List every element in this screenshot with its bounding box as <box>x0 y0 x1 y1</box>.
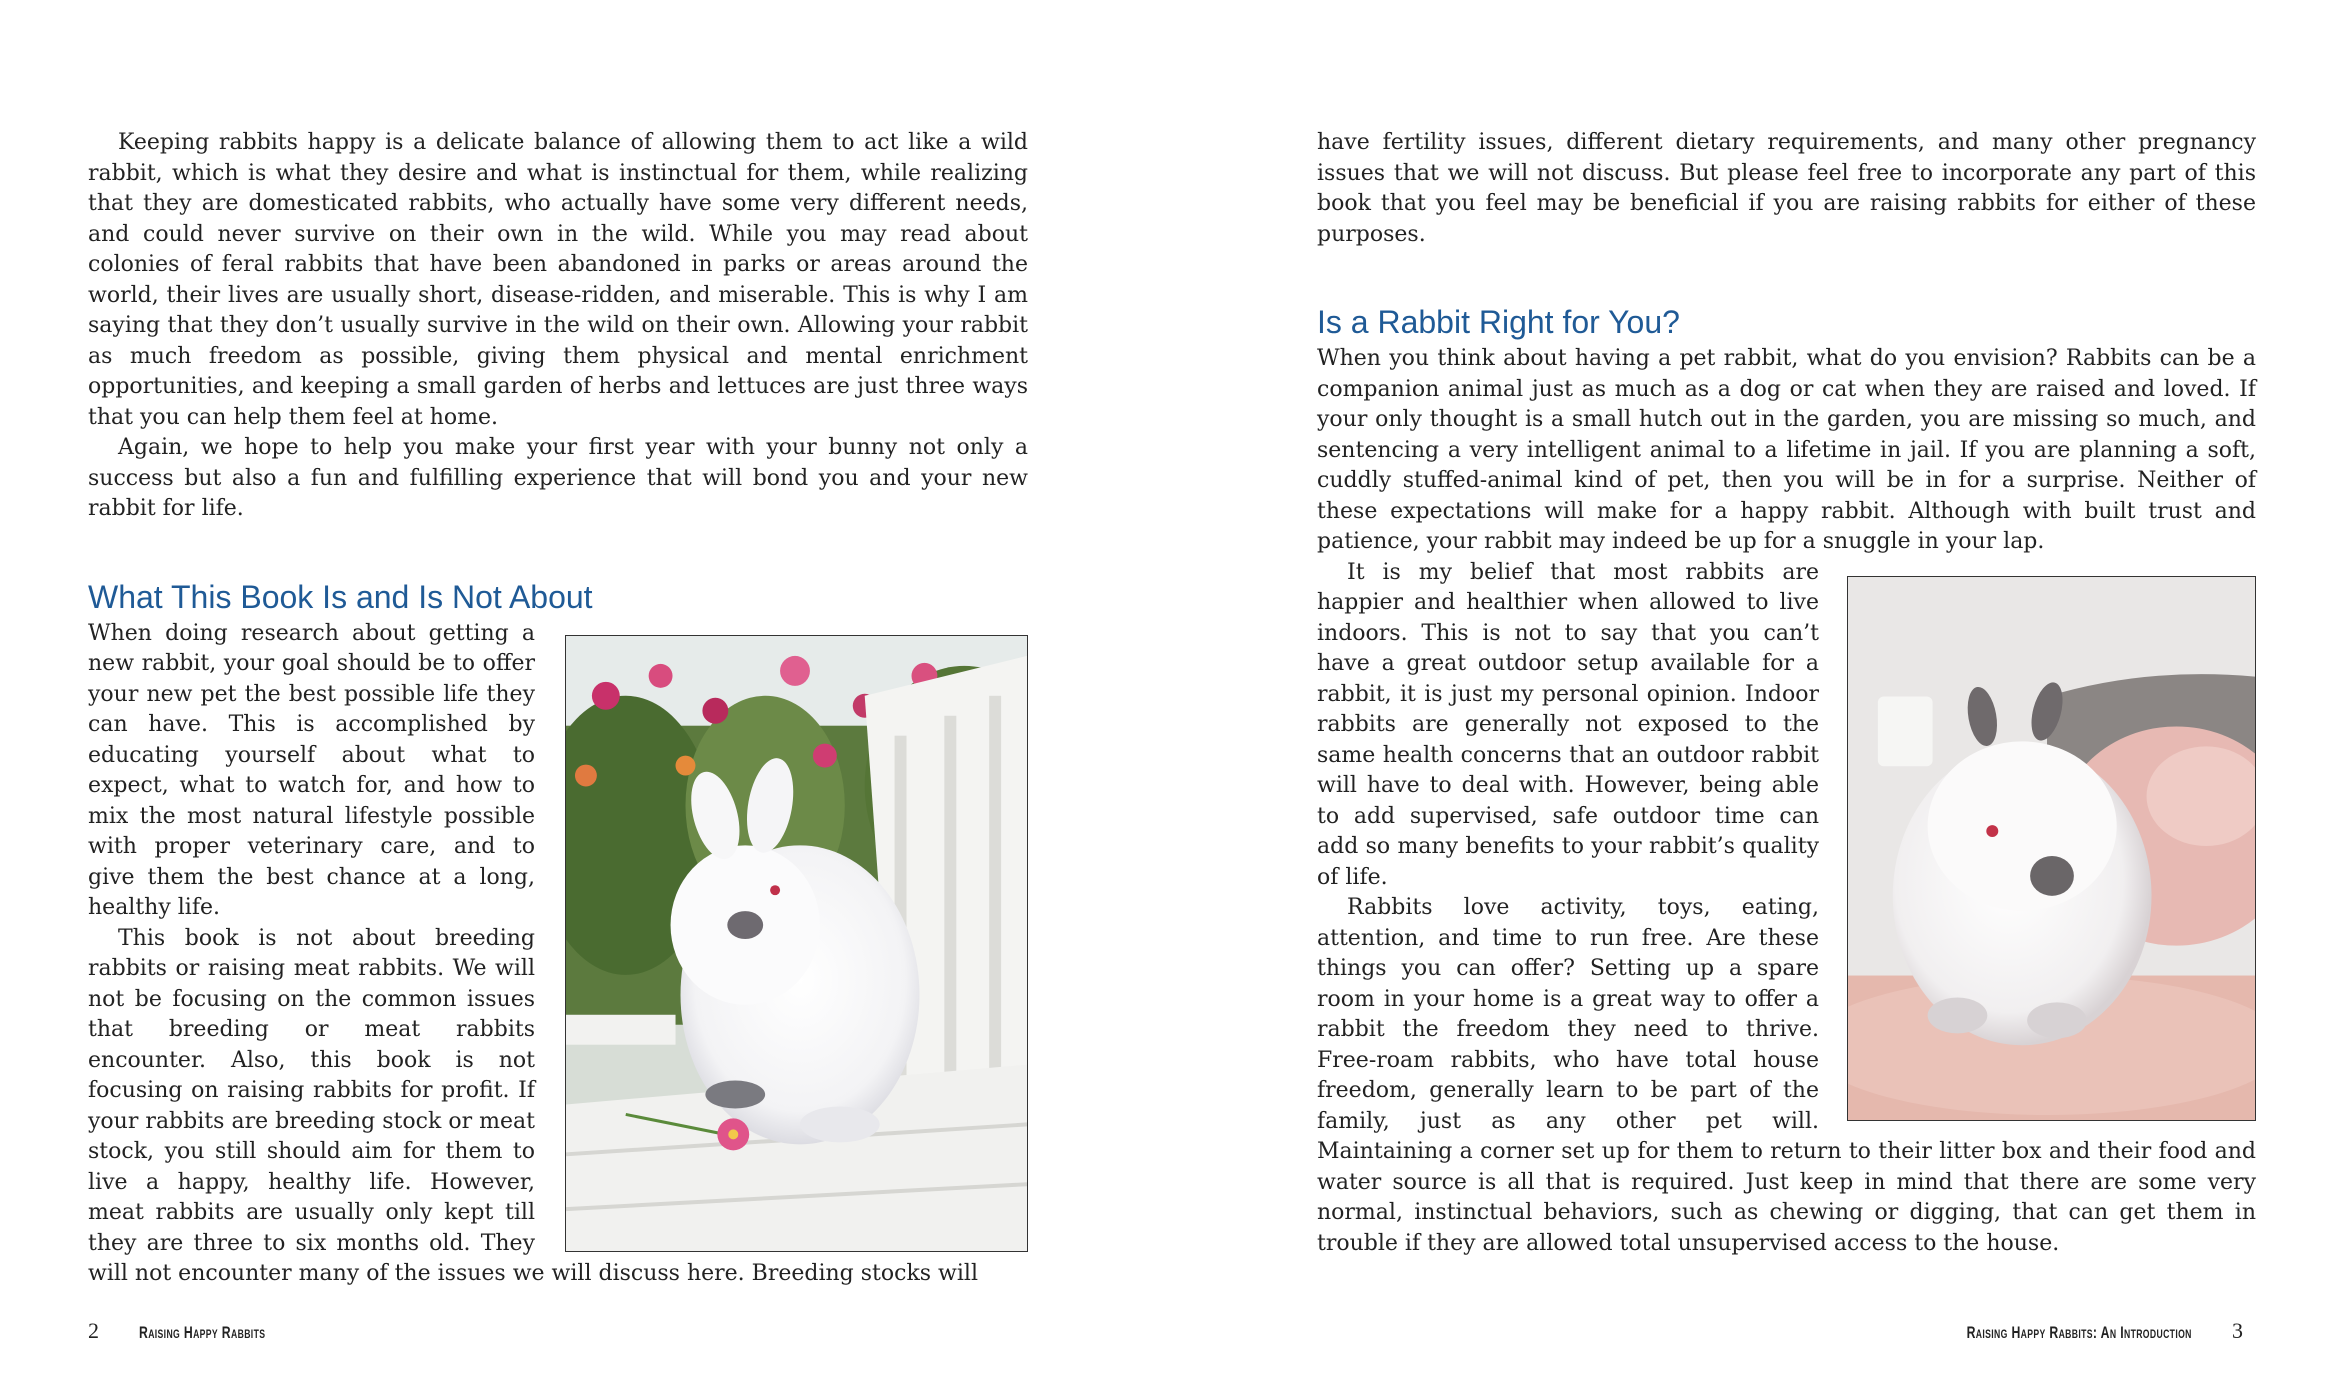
paragraph: have fertility issues, different dietary requirements, and many other pregnancy issues that we will not discuss. But please feel free to incorporate any part of this book that you feel may be beneficial if you are raising rabbits for either of these purposes. <box>1317 130 2256 247</box>
paragraph: This book is not about breeding rabbits or raising meat rabbits. We will not be focusing on the common issues that breeding or meat rabbits encounter. Also, this book is not focusing on raising rabbits for profit. If your rabbits are breeding stock or meat stock, you still should aim for them to live a happy, healthy life. However, meat rabbits are usually only kept till they are three to six months old. They will not encounter many of the issues we will discuss here. Breeding stocks will <box>88 925 979 1286</box>
left-page <box>0 0 1166 1400</box>
rabbit-on-pillow-photo <box>1847 576 2256 1121</box>
paragraph: When you think about having a pet rabbit, what do you envision? Rabbits can be a companion animal just as much as a dog or cat when they are raised and loved. If your only thought is a small hutch out in the garden, you are missing so much, and sentencing a very intelligent animal to a lifetime in jail. If you are planning a soft, cuddly stuffed-animal kind of pet, then you will be in for a surprise. Neither of these expectations will make for a happy rabbit. Although with built trust and patience, your rabbit may indeed be up for a snuggle in your lap. <box>1317 346 2256 554</box>
paragraph: Keeping rabbits happy is a delicate balance of allowing them to act like a wild rabbit, which is what they desire and what is instinctual for them, while realizing that they are domesticated rabbits, who actually have some very different needs, and could never survive on their own in the wild. While you may read about colonies of feral rabbits that have been abandoned in parks or areas around the world, their lives are usually short, disease-ridden, and miserable. This is why I am saying that they don’t usually survive in the wild on their own. Allowing your rabbit as much freedom as possible, giving them physical and mental enrichment opportunities, and keeping a small garden of herbs and lettuces are just three ways that you can help them feel at home. <box>88 130 1028 430</box>
paragraph: Rabbits love activity, toys, eating, attention, and time to run free. Are these things you can offer? Setting up a spare room in your home is a great way to offer a rabbit the freedom they need to thrive. Free-roam rabbits, who have total house freedom, generally learn to be part of the family, just as any other pet will. Maintaining a corner set up for them to return to their litter box and their food and water source is all that is required. Just keep in mind that there are some very normal, instinctual behaviors, such as chewing or digging, that can get them in trouble if they are allowed total unsupervised access to the house. <box>1317 895 2256 1256</box>
right-page <box>1166 0 2333 1400</box>
section-heading: Is a Rabbit Right for You? <box>1317 304 1680 340</box>
page-number: 2 <box>88 1318 99 1343</box>
page-number: 3 <box>2232 1318 2243 1343</box>
left-text-column <box>88 128 1028 1290</box>
left-footer <box>88 1318 314 1344</box>
running-title: Raising Happy Rabbits <box>139 1323 266 1342</box>
right-text-column <box>1317 128 2256 1259</box>
right-footer <box>1879 1318 2243 1344</box>
paragraph: When doing research about getting a new rabbit, your goal should be to offer your new pet the best possible life they can have. This is accomplished by educating yourself about what to expect, what to watch for, and how to mix the most natural lifestyle possible with proper veterinary care, and to give them the best chance at a long, healthy life. <box>88 620 535 920</box>
running-title: Raising Happy Rabbits: An Introduction <box>1966 1323 2192 1342</box>
section-heading: What This Book Is and Is Not About <box>88 578 593 615</box>
paragraph: It is my belief that most rabbits are happier and healthier when allowed to live indoors. This is not to say that you can’t have a great outdoor setup available for a rabbit, it is just my personal opinion. Indoor rabbits are generally not exposed to the same health concerns that an outdoor rabbit will have to deal with. However, being able to add supervised, safe outdoor time can add so many benefits to your rabbit’s quality of life. <box>1317 559 1819 890</box>
paragraph: Again, we hope to help you make your first year with your bunny not only a success but also a fun and fulfilling experience that will bond you and your new rabbit for life. <box>88 435 1028 521</box>
rabbit-on-bench-photo <box>565 635 1028 1252</box>
